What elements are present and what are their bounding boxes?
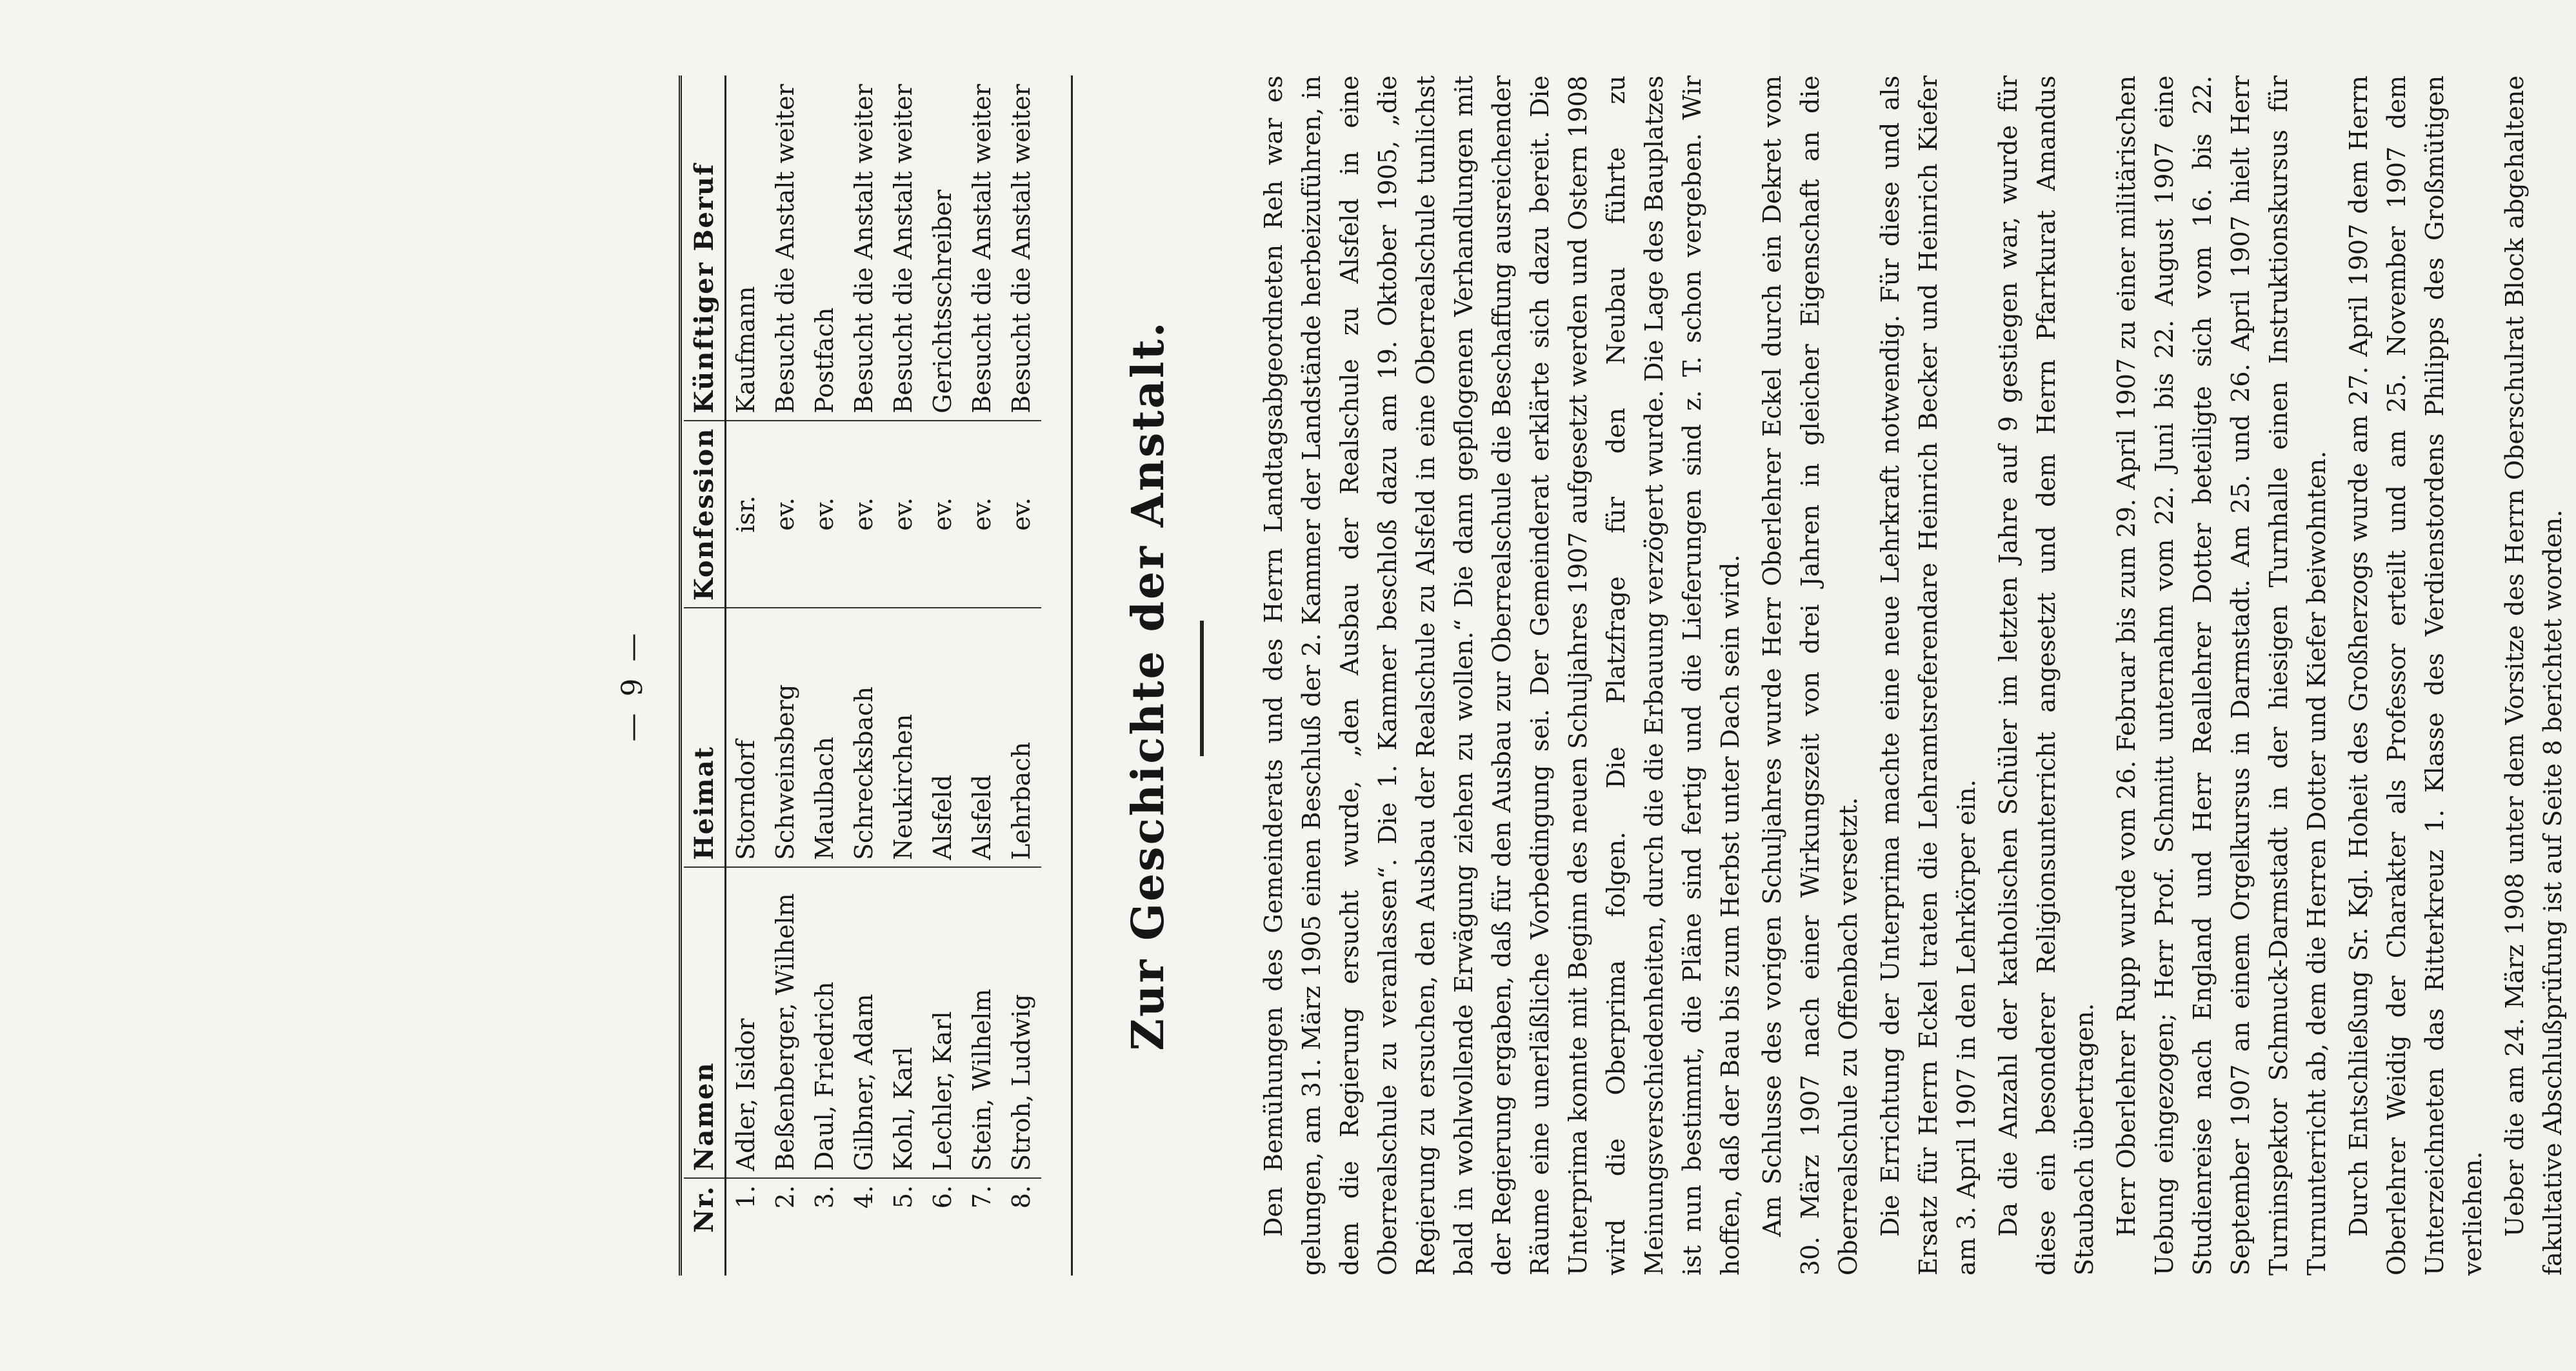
cell-heimat: Neukirchen: [884, 608, 923, 867]
cell-beruf: Besucht die Anstalt weiter: [963, 75, 1002, 421]
cell-name: Beßenberger, Wilhelm: [766, 867, 805, 1178]
table-row: [805, 75, 844, 1276]
paragraph: Am Schlusse des vorigen Schuljahres wurde Herr Oberlehrer Eckel durch ein Dekret vom 30. März 1907 nach einer Wirkungszeit von drei Jahren in gleicher Eigenschaft an die Oberrealschule zu Offenbach versetzt.: [1758, 75, 1862, 1276]
cell-heimat: Alsfeld: [963, 608, 1002, 867]
cell-konfession: ev.: [766, 421, 805, 608]
table-header-row: [684, 75, 726, 1276]
cell-nr: 6.: [928, 1185, 957, 1209]
table-top-rule: [679, 75, 682, 1276]
title-divider: [1200, 621, 1204, 756]
cell-konfession: ev.: [963, 421, 1002, 608]
cell-name: Adler, Isidor: [726, 867, 766, 1178]
cell-heimat: Lehrbach: [1002, 608, 1041, 867]
cell-konfession: ev.: [884, 421, 923, 608]
table-row: [844, 75, 884, 1276]
cell-beruf: Besucht die Anstalt weiter: [1002, 75, 1041, 421]
paragraph: Den Bemühungen des Gemeinderats und des Herrn Landtagsabgeordneten Reh war es gelungen, am 31. März 1905 einen Beschluß der 2. Kammer der Landstände herbeizuführen, in dem die Regierung ersucht wurde, „den Ausbau der Realschule zu Alsfeld in eine Oberrealschule zu veranlassen“. Die 1. Kammer beschloß dazu am 19. Oktober 1905, „die Regierung zu ersuchen, den Ausbau der Realschule zu Alsfeld in eine Oberrealschule tunlichst bald in wohlwollende Erwägung ziehen zu wollen.“ Die dann gepflogenen Verhandlungen mit der Regierung ergaben, daß für den Ausbau zur Oberrealschule die Beschaffung ausreichender Räume eine unerläßliche Vorbedingung sei. Der Gemeinderat erklärte sich dazu bereit. Die Unterprima konnte mit Beginn des neuen Schuljahres 1907 aufgesetzt werden und Ostern 1908 wird die Oberprima folgen. Die Platzfrage für den Neubau führte zu Meinungsverschiedenheiten, durch die die Erbauung verzögert wurde. Die Lage des Bauplatzes ist nun bestimmt, die Pläne sind fertig und die Lieferungen sind z. T. schon vergeben. Wir hoffen, daß der Bau bis zum Herbst unter Dach sein wird.: [1259, 75, 1744, 1276]
cell-nr: 1.: [732, 1185, 760, 1209]
cell-konfession: ev.: [1002, 421, 1041, 608]
table-row: [884, 75, 923, 1276]
header-heimat: Heimat: [684, 608, 726, 867]
cell-konfession: ev.: [923, 421, 963, 608]
header-beruf: Künftiger Beruf: [684, 75, 726, 421]
section-title: Zur Geschichte der Anstalt.: [1123, 320, 1174, 1051]
paragraph: Herr Oberlehrer Rupp wurde vom 26. Februar bis zum 29. April 1907 zu einer militärischen Uebung eingezogen; Herr Prof. Schmitt unternahm vom 22. Juni bis 22. August 1907 eine Studienreise nach England und Herr Reallehrer Dotter beteiligte sich vom 16. bis 22. September 1907 an einem Orgelkursus in Darmstadt. Am 25. und 26. April 1907 hielt Herr Turninspektor Schmuck-Darmstadt in der hiesigen Turnhalle einen Instruktionskursus für Turnunterricht ab, dem die Herren Dotter und Kiefer beiwohnten.: [2112, 75, 2331, 1276]
table-row: [1002, 75, 1041, 1276]
cell-beruf: Besucht die Anstalt weiter: [766, 75, 805, 421]
cell-beruf: Postfach: [805, 75, 844, 421]
cell-nr: 7.: [968, 1185, 996, 1209]
page-number: — 9 —: [616, 629, 649, 742]
cell-nr: 8.: [1007, 1185, 1035, 1209]
table-row: [766, 75, 805, 1276]
cell-beruf: Besucht die Anstalt weiter: [884, 75, 923, 421]
cell-nr: 4.: [850, 1185, 878, 1209]
cell-beruf: Kaufmann: [726, 75, 766, 421]
cell-beruf: Besucht die Anstalt weiter: [844, 75, 884, 421]
cell-nr: 3.: [810, 1185, 839, 1209]
cell-name: Lechler, Karl: [923, 867, 963, 1178]
cell-heimat: Schrecksbach: [844, 608, 884, 867]
table-row: [963, 75, 1002, 1276]
paragraph: Ueber die am 24. März 1908 unter dem Vorsitze des Herrn Oberschulrat Block abgehaltene fakultative Abschlußprüfung ist auf Seite 8 berichtet worden.: [2501, 75, 2567, 1276]
cell-beruf: Gerichtsschreiber: [923, 75, 963, 421]
cell-konfession: ev.: [805, 421, 844, 608]
cell-konfession: isr.: [726, 421, 766, 608]
paragraph: Da die Anzahl der katholischen Schüler im letzten Jahre auf 9 gestiegen war, wurde für diese ein besonderer Religionsunterricht angesetzt und dem Herrn Pfarrkurat Amandus Staubach übertragen.: [1994, 75, 2099, 1276]
cell-nr: 2.: [771, 1185, 799, 1209]
table-bottom-rule: [1071, 75, 1073, 1276]
cell-konfession: ev.: [844, 421, 884, 608]
paragraph: Die Errichtung der Unterprima machte eine neue Lehrkraft notwendig. Für diese und als Ersatz für Herrn Eckel traten die Lehramtsreferendare Heinrich Becker und Heinrich Kiefer am 3. April 1907 in den Lehrkörper ein.: [1876, 75, 1981, 1276]
cell-heimat: Schweinsberg: [766, 608, 805, 867]
cell-heimat: Storndorf: [726, 608, 766, 867]
graduates-table: [684, 75, 1041, 1276]
cell-heimat: Maulbach: [805, 608, 844, 867]
header-nr: Nr.: [684, 1178, 726, 1276]
cell-nr: 5.: [889, 1185, 917, 1209]
cell-name: Daul, Friedrich: [805, 867, 844, 1178]
cell-name: Gilbner, Adam: [844, 867, 884, 1178]
cell-name: Stein, Wilhelm: [963, 867, 1002, 1178]
table-row: [923, 75, 963, 1276]
cell-heimat: Alsfeld: [923, 608, 963, 867]
paragraph: Durch Entschließung Sr. Kgl. Hoheit des Großherzogs wurde am 27. April 1907 dem Herrn Oberlehrer Weidig der Charakter als Professor erteilt und am 25. November 1907 dem Unterzeichneten das Ritterkreuz 1. Klasse des Verdienstordens Philipps des Großmütigen verliehen.: [2344, 75, 2487, 1276]
header-konfession: Konfession: [684, 421, 726, 608]
body-text: [1255, 75, 2576, 1276]
header-namen: Namen: [684, 867, 726, 1178]
table-row: [726, 75, 766, 1276]
cell-name: Stroh, Ludwig: [1002, 867, 1041, 1178]
cell-name: Kohl, Karl: [884, 867, 923, 1178]
